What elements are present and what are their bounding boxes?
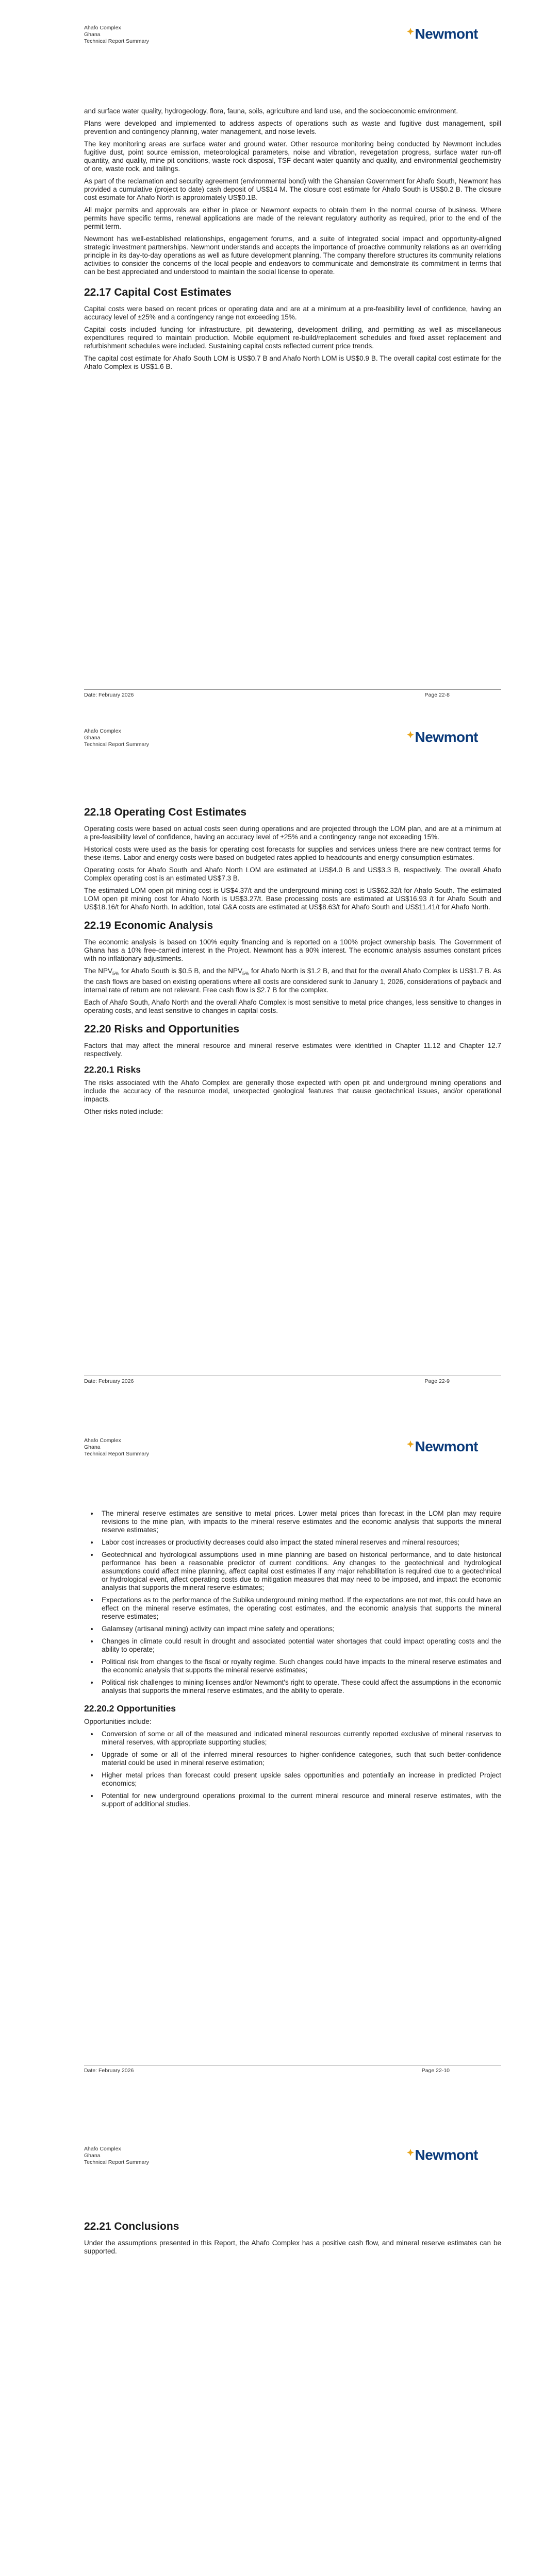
header-report-type: Technical Report Summary <box>84 38 150 44</box>
risks-paragraph: The risks associated with the Ahafo Complex are generally those expected with open pit and underground mining operations and include the accuracy of the resource model, unexpected geological features that cause geotechnical issues, and/or operational impacts. <box>84 1078 501 1103</box>
logo-wordmark: Newmont <box>415 2147 478 2163</box>
section-heading-conclusions: 22.21 Conclusions <box>84 2221 179 2232</box>
logo-wordmark: Newmont <box>415 26 478 42</box>
footer-date: Date: February 2026 <box>84 2067 134 2074</box>
newmont-logo <box>407 1438 479 1455</box>
logo-star-icon <box>407 28 414 35</box>
npv-text: for Ahafo North is $1.2 B, and that for the overall Ahafo Complex is US$1.7 B. As the cash flows are based on existing operations where all costs are considered sunk to January 1, 2026, considerations of payback and internal rate of return are not relevant. Free cash flow is $2.7 B for the complex. <box>84 967 501 994</box>
header-country: Ghana <box>84 2153 101 2159</box>
env-paragraph: As part of the reclamation and security agreement (environmental bond) with the Ghanaian Government for Ahafo South, Newmont has provided a cumulative (project to date) cash deposit of US$14 M. The closure cost estimate for Ahafo South is US$0.2 B. The closure cost estimate for Ahafo North is approximately US$0.1B. <box>84 177 501 201</box>
operating-paragraph: The estimated LOM open pit mining cost is US$4.37/t and the underground mining cost is US$62.32/t for Ahafo South. The estimated LOM open pit mining cost for Ahafo North is US$3.27/t. Base processing costs are estimated at US$16.93 /t for Ahafo South and US$18.16/t for Ahafo North. In addition, total G&A costs are estimated at US$8.63/t for Ahafo South and US$11.41/t for Ahafo North. <box>84 887 501 911</box>
npv-subscript: 5% <box>112 971 119 976</box>
header-report-type: Technical Report Summary <box>84 741 150 748</box>
page-body <box>84 107 501 375</box>
report-header <box>84 1437 149 1458</box>
risks-paragraph: Other risks noted include: <box>84 1107 163 1115</box>
conclusions-paragraph: Under the assumptions presented in this Report, the Ahafo Complex has a positive cash flow, and mineral reserve estimates can be supported. <box>84 2239 501 2255</box>
logo-star-icon <box>407 2149 414 2156</box>
header-report-type: Technical Report Summary <box>84 1451 150 1457</box>
operating-paragraph: Historical costs were used as the basis for operating cost forecasts for supplies and services unless there are new contract terms for these items. Labor and energy costs were based on budgeted rates applied to headcounts and energy consumption estimates. <box>84 845 501 861</box>
section-heading-risks-opportunities: 22.20 Risks and Opportunities <box>84 1023 240 1035</box>
header-company: Ahafo Complex <box>84 2146 121 2152</box>
page-22-10 <box>0 1406 544 2110</box>
risk-list-item: • Geotechnical and hydrological assumptions used in mine planning are based on historical performance, and to date historical performance has been a reasonable predictor of current conditions. Any changes to the geotechnical and hydrological assumptions could affect mine planning, affect capital cost estimates if any major rehabilitation is required due to a geotechnical or hydrological event, affect operating costs due to mitigation measures that may need to be imposed, and impact the economic analysis that supports the mineral reserve estimates; <box>98 1551 501 1592</box>
page-body <box>84 806 501 1120</box>
page-22-9 <box>0 703 544 1406</box>
opportunity-list-item: • Upgrade of some or all of the inferred mineral resources to higher-confidence categories, such that such better-confidence material could be used in mineral reserve estimation; <box>98 1751 501 1767</box>
newmont-logo <box>407 26 479 42</box>
opportunity-list-item: • Higher metal prices than forecast could present upside sales opportunities and potentially an increase in predicted Project economics; <box>98 1771 501 1788</box>
footer-page-number: Page 22-9 <box>424 1378 450 1384</box>
capital-paragraph: The capital cost estimate for Ahafo South LOM is US$0.7 B and Ahafo North LOM is US$0.9 B. The overall capital cost estimate for the Ahafo Complex is US$1.6 B. <box>84 354 501 370</box>
risk-list-item: • The mineral reserve estimates are sensitive to metal prices. Lower metal prices than forecast in the LOM plan may require revisions to the mine plan, with impacts to the mineral reserve estimates and the economic analysis that supports the mineral reserve estimates; <box>98 1510 501 1534</box>
subsection-heading-opportunities: 22.20.2 Opportunities <box>84 1703 176 1714</box>
report-header <box>84 728 149 748</box>
page-footer <box>84 1376 501 1384</box>
header-country: Ghana <box>84 735 101 741</box>
logo-star-icon <box>407 1440 414 1448</box>
subsection-heading-risks: 22.20.1 Risks <box>84 1064 141 1075</box>
env-paragraph: All major permits and approvals are either in place or Newmont expects to obtain them in the normal course of business. Where permits have specific terms, renewal applications are made of the relevant regulatory authority as required, prior to the end of the permit term. <box>84 206 501 230</box>
footer-date: Date: February 2026 <box>84 692 134 698</box>
env-paragraph: and surface water quality, hydrogeology, flora, fauna, soils, agriculture and land use, and the socioeconomic environment. <box>84 107 458 115</box>
newmont-logo <box>407 729 479 745</box>
risk-list-item: • Labor cost increases or productivity decreases could also impact the stated mineral reserves and mineral resources; <box>98 1538 501 1547</box>
header-company: Ahafo Complex <box>84 25 121 31</box>
economic-paragraph: The economic analysis is based on 100% equity financing and is reported on a 100% project ownership basis. The Government of Ghana has a 10% free-carried interest in the Project. Newmont has a 90% interest. The economic analysis assumes constant prices with no inflationary adjustments. <box>84 938 501 962</box>
risk-list-item: • Galamsey (artisanal mining) activity can impact mine safety and operations; <box>98 1625 501 1633</box>
logo-wordmark: Newmont <box>415 729 478 745</box>
risk-list-item: • Expectations as to the performance of the Subika underground mining method. If the expectations are not met, this could have an effect on the mineral reserve estimates, the operating cost estimates, and the economic analysis that supports the mineral reserve estimates; <box>98 1596 501 1621</box>
page-footer <box>84 2065 501 2074</box>
section-heading-economic-analysis: 22.19 Economic Analysis <box>84 920 213 931</box>
risk-list-item: • Changes in climate could result in drought and associated potential water shortages that could impact operating costs and the ability to operate; <box>98 1637 501 1654</box>
footer-date: Date: February 2026 <box>84 1378 134 1384</box>
risks-list <box>84 1510 501 1695</box>
npv-text: for Ahafo South is $0.5 B, and the NPV <box>119 967 242 975</box>
economic-paragraph: Each of Ahafo South, Ahafo North and the overall Ahafo Complex is most sensitive to metal price changes, less sensitive to changes in operating costs, and least sensitive to changes in capital costs. <box>84 998 501 1014</box>
risk-list-item: • Political risk from changes to the fiscal or royalty regime. Such changes could have impacts to the mineral reserve estimates and the economic analysis that supports the mineral reserve estimates; <box>98 1658 501 1674</box>
capital-paragraph: Capital costs were based on recent prices or operating data and are at a minimum at a pre-feasibility level of confidence, having an accuracy level of ±25% and a contingency range not exceeding 15%. <box>84 305 501 321</box>
footer-page-number: Page 22-10 <box>421 2067 450 2074</box>
operating-paragraph: Operating costs were based on actual costs seen during operations and are projected through the LOM plan, and are at a minimum at a pre-feasibility level of confidence, having an accuracy level of ±25% and a contingency range not exceeding 15%. <box>84 825 501 841</box>
section-heading-capital-cost: 22.17 Capital Cost Estimates <box>84 286 232 298</box>
section-heading-operating-cost: 22.18 Operating Cost Estimates <box>84 806 247 818</box>
header-country: Ghana <box>84 31 101 38</box>
page-body <box>84 1510 501 1812</box>
operating-paragraph: Operating costs for Ahafo South and Ahafo North LOM are estimated at US$4.0 B and US$3.3 B, respectively. The overall Ahafo Complex operating cost is an estimated US$7.3 B. <box>84 866 501 882</box>
page-footer <box>84 689 501 698</box>
env-paragraph: Plans were developed and implemented to address aspects of operations such as waste and fugitive dust management, spill prevention and contingency planning, water management, and noise levels. <box>84 120 501 135</box>
header-report-type: Technical Report Summary <box>84 2159 150 2165</box>
npv-subscript: 5% <box>242 971 250 976</box>
page-body <box>84 2221 501 2260</box>
page-22-8 <box>0 0 544 703</box>
opportunities-list <box>84 1730 501 1808</box>
newmont-logo <box>407 2147 479 2163</box>
page-22-11 <box>0 2110 544 2576</box>
header-company: Ahafo Complex <box>84 1437 121 1444</box>
env-paragraph: Newmont has well-established relationships, engagement forums, and a suite of integrated social impact and opportunity-aligned strategic investment partnerships. Newmont understands and accepts the importance of proactive community relations as an overriding principle in its day-to-day operations as well as future development planning. The company therefore structures its community relations activities to consider the concerns of the local people and endeavors to communicate and demonstrate its commitment in terms that can be best appreciated and understood to maintain the social license to operate. <box>84 235 501 276</box>
capital-paragraph: Capital costs included funding for infrastructure, pit dewatering, development drilling, and permitting as well as miscellaneous expenditures required to maintain production. Mobile equipment re-build/replacement schedules and fixed asset replacement and refurbishment schedules were included. Sustaining capital costs reflected current price trends. <box>84 326 501 350</box>
logo-wordmark: Newmont <box>415 1438 478 1454</box>
env-paragraph: The key monitoring areas are surface water and ground water. Other resource monitoring being conducted by Newmont includes fugitive dust, point source emission, meteorological parameters, noise and vibration, revegetation progress, surface water run-off quantity, and quality, mine pit conditions, waste rock disposal, TSF decant water quantity and quality, and environmental geochemistry of ore, waste rock, and tailings. <box>84 140 501 173</box>
header-company: Ahafo Complex <box>84 728 121 734</box>
report-header <box>84 25 149 45</box>
economic-paragraph-npv <box>84 967 501 994</box>
opportunity-list-item: • Potential for new underground operations proximal to the current mineral resource and mineral reserve estimates, with the support of additional studies. <box>98 1792 501 1808</box>
npv-text: The NPV <box>84 967 112 975</box>
opportunity-list-item: • Conversion of some or all of the measured and indicated mineral resources currently reported exclusive of mineral reserves to mineral reserves, with appropriate supporting studies; <box>98 1730 501 1747</box>
logo-star-icon <box>407 731 414 738</box>
risk-list-item: • Political risk challenges to mining licenses and/or Newmont's right to operate. These could affect the assumptions in the economic analysis that supports the mineral reserve estimates, and the ability to operate. <box>98 1679 501 1695</box>
risks-paragraph: Factors that may affect the mineral resource and mineral reserve estimates were identified in Chapter 11.12 and Chapter 12.7 respectively. <box>84 1041 501 1058</box>
header-country: Ghana <box>84 1444 101 1450</box>
footer-page-number: Page 22-8 <box>424 692 450 698</box>
report-header <box>84 2146 149 2166</box>
opportunities-intro: Opportunities include: <box>84 1718 152 1725</box>
